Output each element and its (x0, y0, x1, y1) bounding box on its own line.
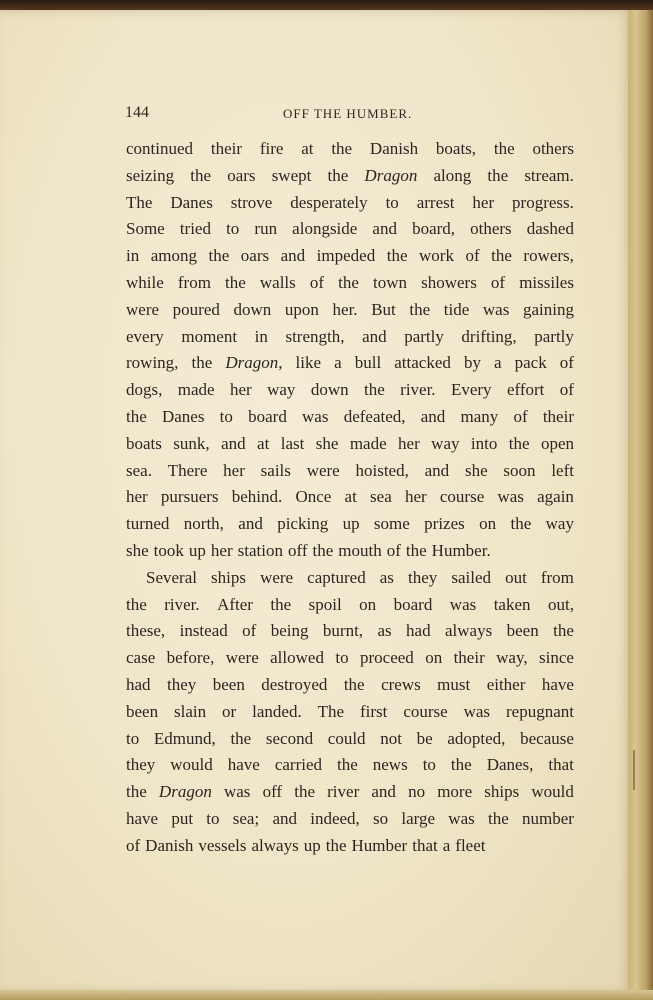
text-line: The Danes strove desperately to arrest her progress. (126, 192, 574, 212)
text-line: turned north, and picking up some prizes on the way (126, 514, 574, 534)
text-line: have put to sea; and indeed, so large was the number (126, 808, 574, 828)
text-line: been slain or landed. The first course was repugnant (126, 701, 574, 721)
text-line: the Dragon was off the river and no more ships would (126, 782, 574, 802)
text-line: seizing the oars swept the Dragon along the stream. (126, 165, 574, 185)
text-line: had they been destroyed the crews must either have (126, 674, 574, 694)
text-line: the river. After the spoil on board was taken out, (126, 594, 574, 614)
text-line: in among the oars and impeded the work of the rowers, (126, 246, 574, 266)
text-line: sea. There her sails were hoisted, and she soon left (126, 460, 574, 480)
text-line: Several ships were captured as they sailed out from (146, 567, 574, 587)
text-line: these, instead of being burnt, as had always been the (126, 621, 574, 641)
text-line: rowing, the Dragon, like a bull attacked by a pack of (126, 353, 574, 373)
body-text (126, 136, 574, 860)
text-line: case before, were allowed to proceed on their way, since (126, 648, 574, 668)
text-line: boats sunk, and at last she made her way into the open (126, 433, 574, 453)
text-line: she took up her station off the mouth of the Humber. (126, 540, 491, 560)
text-line: of Danish vessels always up the Humber that a fleet (126, 835, 486, 855)
text-line: while from the walls of the town showers of missiles (126, 272, 574, 292)
text-line: Some tried to run alongside and board, others dashed (126, 219, 574, 239)
text-line: they would have carried the news to the Danes, that (126, 755, 574, 775)
text-line: continued their fire at the Danish boats, the others (126, 139, 574, 158)
page-number: 144 (125, 104, 149, 121)
text-line: the Danes to board was defeated, and many of their (126, 406, 574, 426)
page-fore-edge (628, 10, 653, 1000)
margin-stain (633, 750, 641, 790)
text-line: dogs, made her way down the river. Every effort of (126, 380, 574, 400)
running-head (125, 104, 575, 126)
chapter-title: OFF THE HUMBER. (283, 106, 413, 121)
book-bottom-edge (0, 990, 653, 1000)
text-line: to Edmund, the second could not be adopted, because (126, 728, 574, 748)
text-line: every moment in strength, and partly drifting, partly (126, 326, 574, 346)
text-line: her pursuers behind. Once at sea her course was again (126, 487, 574, 507)
text-line: were poured down upon her. But the tide was gaining (126, 299, 574, 319)
